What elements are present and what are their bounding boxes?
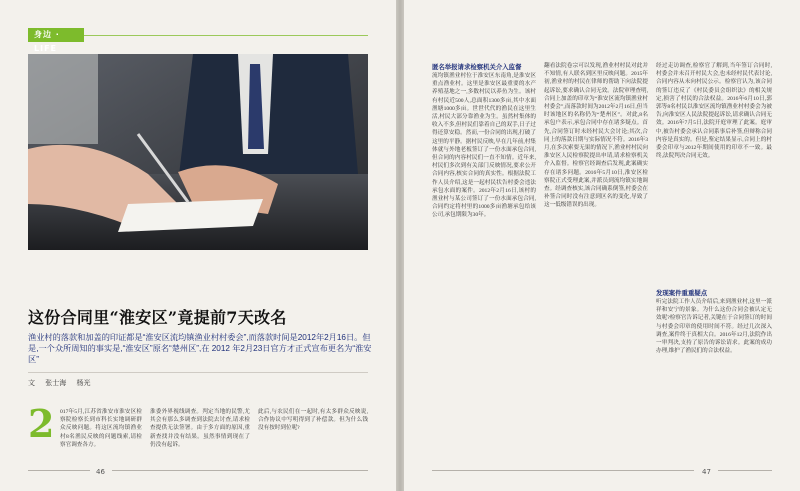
byline-prefix: 文: [28, 379, 35, 387]
footer-line-left: [28, 470, 90, 471]
body-column-2: 淮委外界视线调查。判定当地的民警,尤其会有那么多调查到法院去讨查,请求检查提供无法签署。由于多方面的原因,重新查找并没有结果。虽然事情到现在了仍没有起诉。: [150, 409, 250, 448]
drop-cap: 2: [28, 401, 55, 446]
subhead-1: 匿名举报请求检察机关介入监督: [432, 63, 522, 71]
right-column-3b: 听完法院工作人员介绍后,来到渔业村,这里一派祥和安宁的景象。为什么这份合同会被认定无效呢?检察官告诉记者,关键在于合同签订的时间与村委会印章的使用时间不符。经过几次深入调查,案件终于真相大白。2016年12月,法院作出一审判决,支持了原告的诉讼请求。此案的成功办理,维护了渔民们的合法权益。: [656, 299, 772, 355]
right-page: [404, 0, 800, 491]
article-headline: 这份合同里“淮安区”竟提前7天改名: [28, 308, 287, 327]
section-tag: 身边 · LIFE: [28, 28, 84, 42]
body-column-1: 017年5月,江苏省淮安市淮安区检察院检察长到市科长实地调研群众反映问题。将这区流均镇渔业村8名渔民反映的问题线索,请检察官调查各方。: [60, 409, 142, 448]
footer-line-left-2: [112, 470, 368, 471]
section-divider: [84, 35, 368, 36]
left-page: [0, 0, 396, 491]
footer-line-right: [432, 470, 694, 471]
byline: [28, 372, 368, 388]
article-lead: 渔业村的落款和加盖的印证都是“淮安区流均镇渔业村村委会”,而落款时间是2012年2月16日。但是,一个众所周知的事实是,“淮安区”原名“楚州区”,在 2012 年2月23日官方才正式宣布更名为“淮安区”: [28, 333, 372, 364]
right-column-2: 翻看法院卷宗可以发现,渔业村村民对此并不知情,有人联名到区里反映问题。2015年初,渔业村的村民在律师的帮助下向法院提起诉讼,要求确认合同无效。法院审理查明,合同上加盖的印章为“淮安区流均镇渔业村村委会”,而落款时间为2012年2月16日,但当时该地区的名称仍为“楚州区”。对此,8名承包户表示,承包合同中存在诸多疑点。首先,合同签订时未经村民大会讨论;其次,合同上的落款日期与实际情况不符。2016年3月,在多次索要无果的情况下,渔业村村民向淮安区人民检察院提出申请,请求检察机关介入监督。检察官经调查后发现,此案确实存在诸多问题。2016年5月10日,淮安区检察院正式受理此案,并派员到流均镇实地调查。经调查核实,该合同确系倒签,村委会在补签合同时没有注意到区名的变化,导致了这一低级错误的出现。: [544, 63, 648, 209]
page-number-right: 47: [702, 468, 711, 476]
body-column-3: 此后,与农民们在一起时,有太多群众反映说,合作协议中写明得到了补偿款。但为什么钱没有按时到位呢?: [258, 409, 368, 432]
page-number-left: 46: [96, 468, 105, 476]
footer-line-right-2: [718, 470, 772, 471]
byline-author-1: 张士海: [45, 379, 67, 387]
subhead-2: 发现案件重重疑点: [656, 289, 708, 297]
article-photo: [28, 54, 368, 250]
page-gutter: [396, 0, 404, 491]
byline-author-2: 杨光: [76, 379, 91, 387]
right-column-3: 经过走访调查,检察官了解到,当年签订合同时,村委会并未召开村民大会,也未经村民代表讨论,合同内容从未向村民公示。检察官认为,该合同的签订违反了《村民委员会组织法》的相关规定,损害了村民的合法权益。2016年6月10日,郭郭等8名村民以淮安区流均镇渔业村村委会为被告,向淮安区人民法院提起诉讼,请求确认合同无效。2016年7月5日,法院开庭审理了此案。庭审中,被告村委会承认合同系事后补签,但辩称合同内容是真实的。但是,鉴定结果显示,合同上的村委会印章与2012年期间使用的印章不一致。最终,法院判决合同无效。: [656, 63, 772, 160]
right-column-1: 流均镇渔业村位于淮安区东南角,是淮安区重点渔业村。这里是淮安区最重要的水产养殖基地之一,多数村民以养鱼为生。该村有村民近500人,总面积1300多亩,其中水面渔塘1000多亩。世世代代的渔民在这里生活,村民大部分靠渔业为生。虽然村集体的收入不多,但村民们靠着自己的双手,日子过得还算安稳。然而,一份合同的出现,打破了这里的平静。据村民反映,早在几年前,村集体就与外地老板签订了一份水面承包合同,但合同的内容村民们一直不知情。近年来,村民们多次到有关部门反映情况,要求公开合同内容,核实合同的真实性。根据法院工作人员介绍,这是一起村民状告村委会违法承包水面的案件。2012年2月16日,该村的渔业村与某公司签订了一份水面承包合同,合同约定将村里的1000多亩渔塘承包给该公司,承包期限为30年。: [432, 73, 536, 219]
